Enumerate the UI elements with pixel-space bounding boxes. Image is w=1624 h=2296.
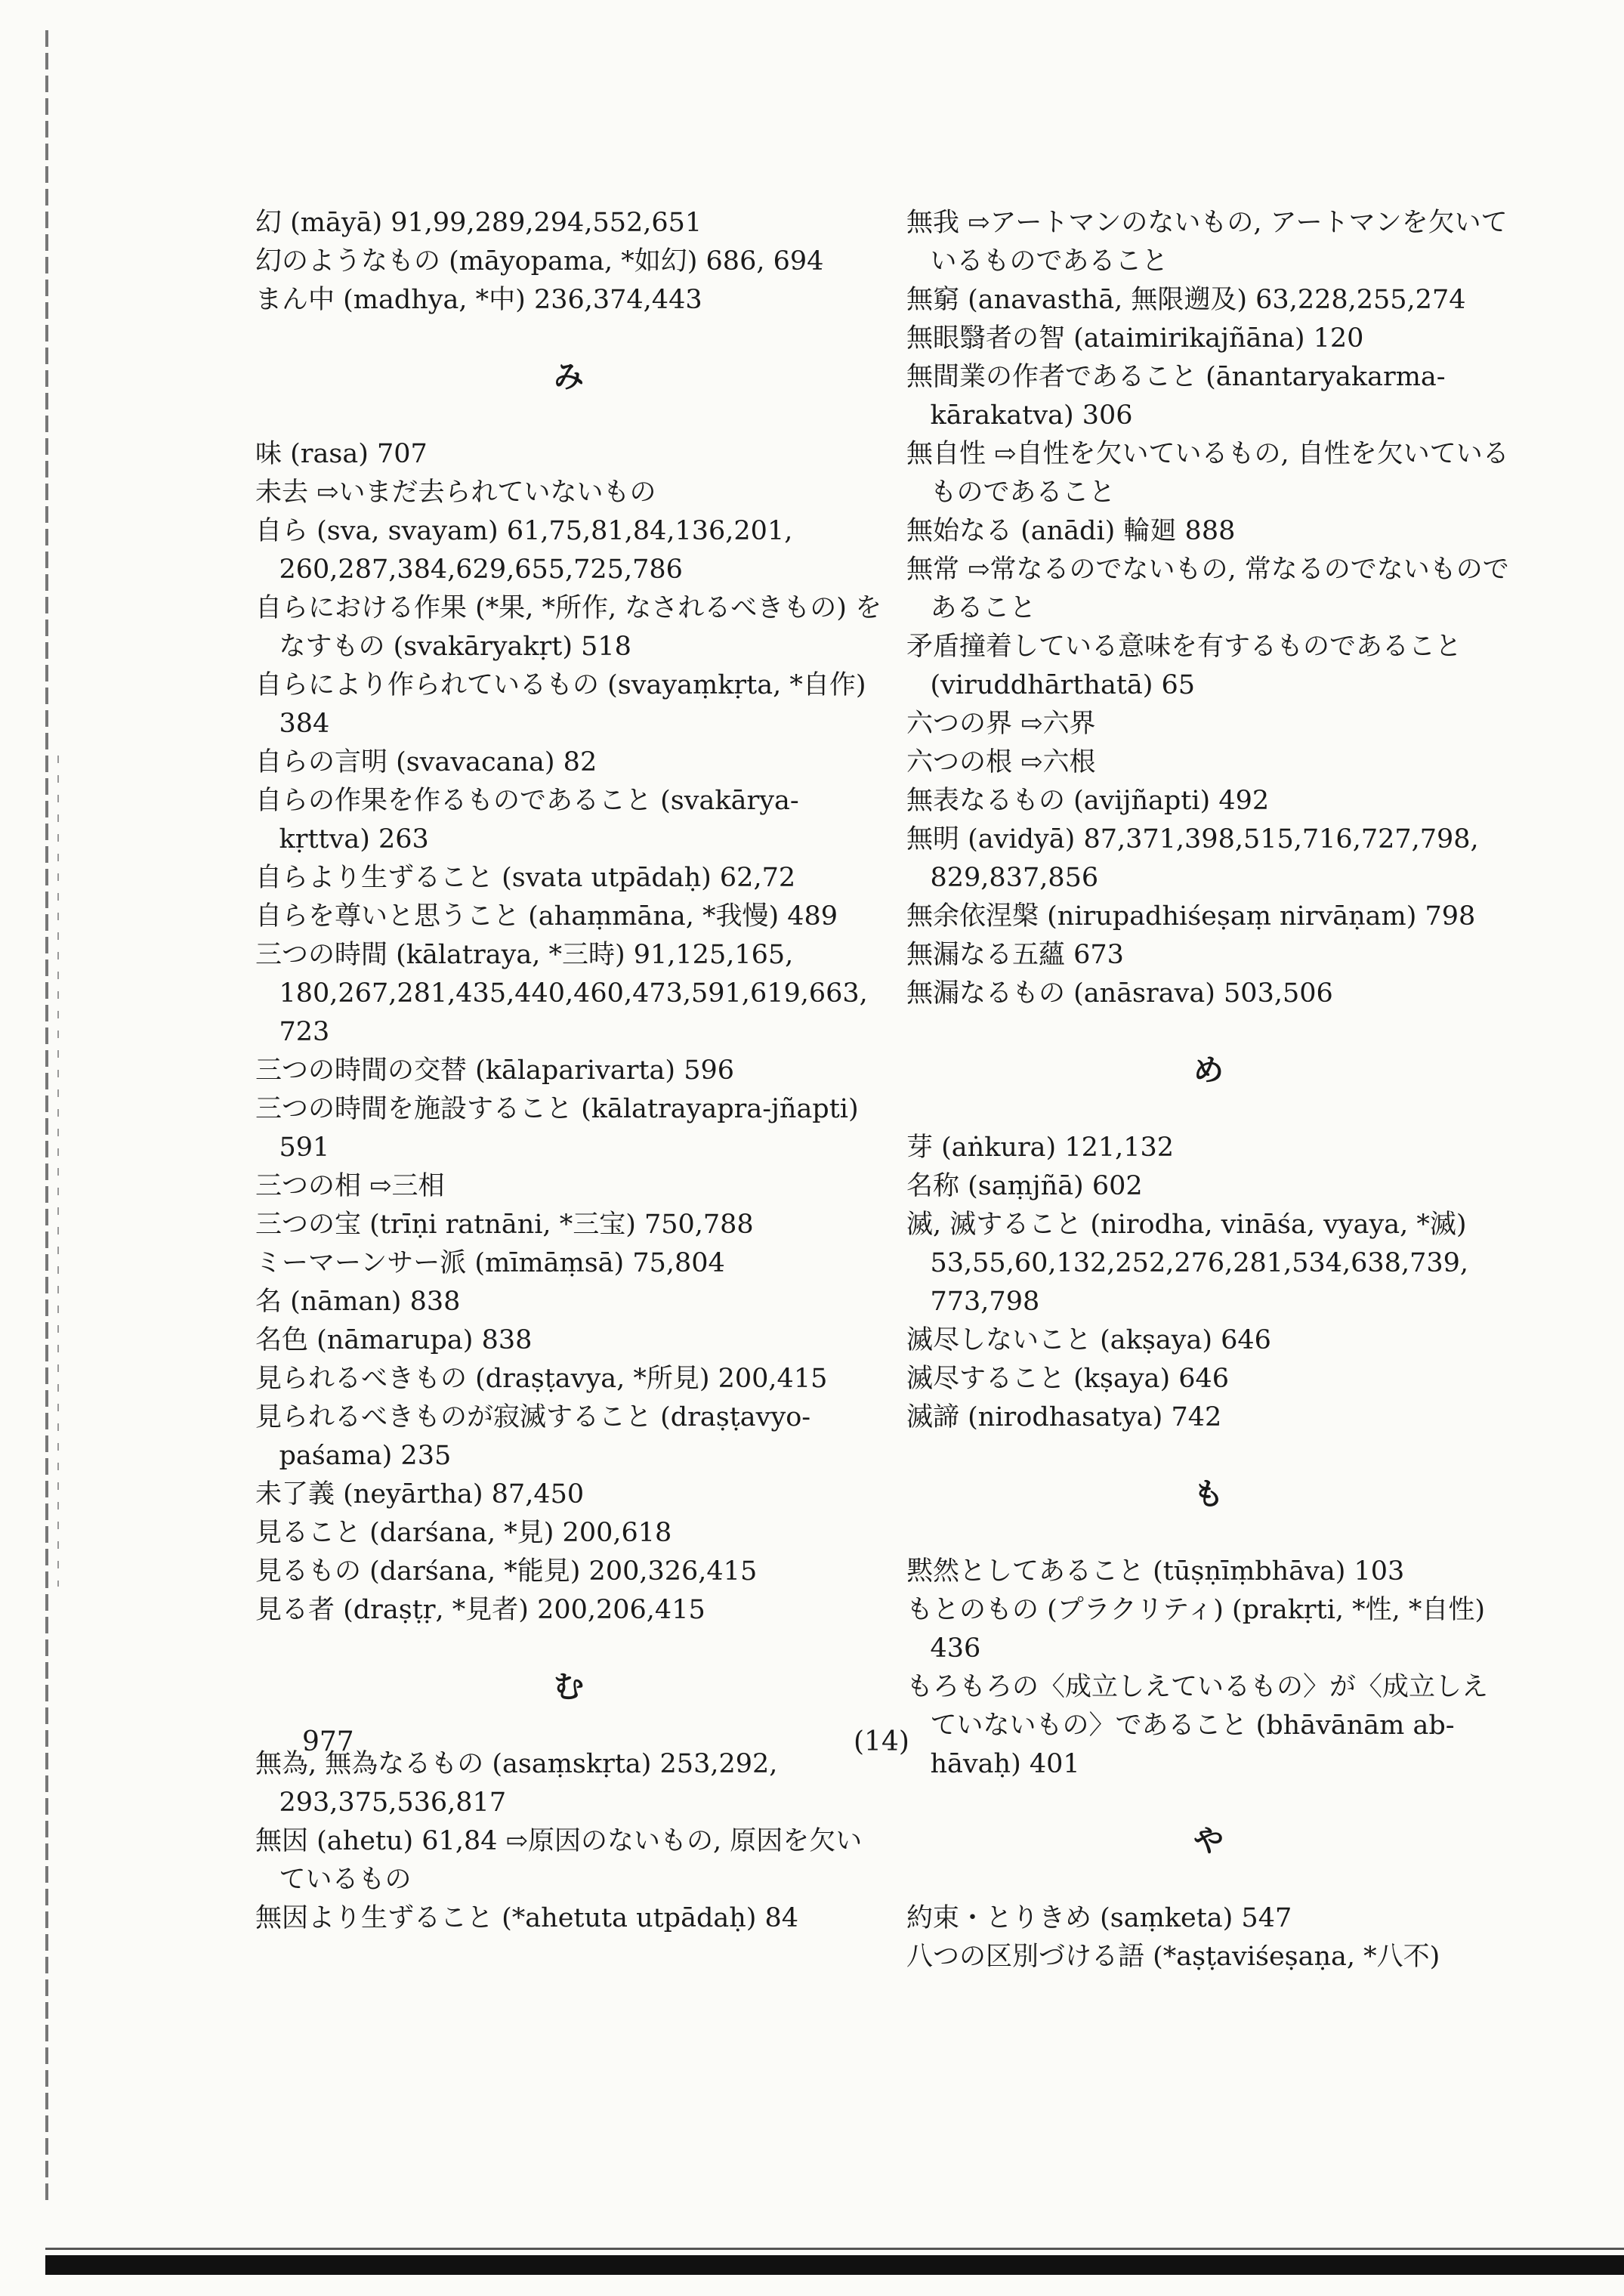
index-column-right — [906, 204, 1511, 1976]
index-entry: 見るもの (darśana, *能見) 200,326,415 — [255, 1556, 758, 1587]
index-entry: 六つの界 ⇨六界 — [906, 709, 1096, 739]
index-entry: 滅尽すること (kṣaya) 646 — [906, 1364, 1230, 1394]
index-entry: 無間業の作者であること (ānantaryakarma-kārakatva) 306 — [906, 362, 1446, 431]
index-entry: 自らの言明 (svavacana) 82 — [255, 747, 597, 777]
section-heading: み — [554, 360, 584, 394]
index-entry: 黙然としてあること (tūṣṇīṃbhāva) 103 — [906, 1556, 1405, 1587]
index-entry: 無因より生ずること (*ahetuta utpādaḥ) 84 — [255, 1903, 799, 1933]
index-entry: まん中 (madhya, *中) 236,374,443 — [255, 285, 702, 315]
index-entry: 名色 (nāmarupa) 838 — [255, 1325, 533, 1355]
section-number: (14) — [854, 1726, 909, 1757]
index-entry: 無漏なる五蘊 673 — [906, 940, 1124, 970]
index-entry: 見られるべきもの (draṣṭavya, *所見) 200,415 — [255, 1364, 828, 1394]
index-entry: 自らの作果を作るものであること (svakārya-kṛttva) 263 — [255, 786, 799, 854]
index-entry: 滅諦 (nirodhasatya) 742 — [906, 1402, 1222, 1432]
binding-edge — [45, 30, 48, 2206]
index-entry: 未去 ⇨いまだ去られていないもの — [255, 477, 656, 508]
scan-edge-bar — [45, 2255, 1624, 2275]
index-entry: 幻 (māyā) 91,99,289,294,552,651 — [255, 208, 702, 238]
index-entry: 名 (nāman) 838 — [255, 1287, 461, 1317]
index-entry: 滅, 滅すること (nirodha, vināśa, vyaya, *滅) 53,55,60,132,252,276,281,534,638,739, 773,798 — [906, 1210, 1468, 1317]
page-number: 977 — [302, 1726, 354, 1757]
index-entry: 三つの時間の交替 (kālaparivarta) 596 — [255, 1055, 734, 1086]
scan-edge-line — [45, 2248, 1624, 2250]
index-entry: 三つの時間を施設すること (kālatrayapra-jñapti) 591 — [255, 1094, 859, 1163]
index-entry: 幻のようなもの (māyopama, *如幻) 686, 694 — [255, 246, 824, 277]
section-heading: む — [554, 1670, 584, 1704]
index-entry: 無窮 (anavasthā, 無限遡及) 63,228,255,274 — [906, 285, 1466, 315]
index-entry: 三つの時間 (kālatraya, *三時) 91,125,165, 180,267,281,435,440,460,473,591,619,663, 723 — [255, 940, 868, 1047]
index-entry: 自らにおける作果 (*果, *所作, なされるべきもの) をなすもの (svakāryakṛt) 518 — [255, 593, 882, 662]
index-entry: もろもろの〈成立しえているもの〉が〈成立しえていないもの〉であること (bhāvānām ab-hāvaḥ) 401 — [906, 1672, 1489, 1779]
index-entry: 味 (rasa) 707 — [255, 439, 428, 469]
index-entry: 約束・とりきめ (saṃketa) 547 — [906, 1903, 1292, 1933]
index-entry: 三つの相 ⇨三相 — [255, 1171, 445, 1201]
index-entry: 名称 (saṃjñā) 602 — [906, 1171, 1143, 1201]
index-entry: 矛盾撞着している意味を有するものであること (viruddhārthatā) 65 — [906, 632, 1462, 700]
index-entry: 自ら (sva, svayam) 61,75,81,84,136,201, 260,287,384,629,655,725,786 — [255, 516, 793, 585]
index-entry: 無余依涅槃 (nirupadhiśeṣaṃ nirvāṇam) 798 — [906, 901, 1476, 932]
index-column-left — [255, 204, 882, 1938]
index-entry: 無因 (ahetu) 61,84 ⇨原因のないもの, 原因を欠いているもの — [255, 1826, 863, 1895]
index-entry: 見られるべきものが寂滅すること (draṣṭavyo-paśama) 235 — [255, 1402, 811, 1471]
index-entry: 無自性 ⇨自性を欠いているもの, 自性を欠いているものであること — [906, 439, 1509, 508]
index-entry: 無明 (avidyā) 87,371,398,515,716,727,798, 829,837,856 — [906, 824, 1479, 893]
index-entry: 芽 (aṅkura) 121,132 — [906, 1133, 1175, 1163]
index-entry: 未了義 (neyārtha) 87,450 — [255, 1479, 585, 1510]
index-entry: 無表なるもの (avijñapti) 492 — [906, 786, 1270, 816]
index-entry: 八つの区別づける語 (*aṣṭaviśeṣaṇa, *八不) — [906, 1942, 1440, 1972]
binding-edge-dots — [57, 756, 59, 1587]
index-entry: 無始なる (anādi) 輪廻 888 — [906, 516, 1236, 546]
section-heading: も — [1193, 1477, 1224, 1512]
index-entry: 六つの根 ⇨六根 — [906, 747, 1096, 777]
section-heading: や — [1193, 1824, 1224, 1859]
index-entry: 自らにより作られているもの (svayaṃkṛta, *自作) 384 — [255, 670, 866, 739]
index-entry: 滅尽しないこと (akṣaya) 646 — [906, 1325, 1271, 1355]
index-entry: 無常 ⇨常なるのでないもの, 常なるのでないものであること — [906, 555, 1509, 623]
index-entry: 三つの宝 (trīṇi ratnāni, *三宝) 750,788 — [255, 1210, 754, 1240]
index-entry: 見る者 (draṣṭṛ, *見者) 200,206,415 — [255, 1595, 705, 1625]
section-heading: め — [1193, 1053, 1224, 1088]
index-entry: もとのもの (プラクリティ) (prakṛti, *性, *自性) 436 — [906, 1595, 1486, 1664]
index-entry: 無眼翳者の智 (ataimirikajñāna) 120 — [906, 323, 1364, 354]
index-entry: 無漏なるもの (anāsrava) 503,506 — [906, 978, 1333, 1009]
index-entry: 自らを尊いと思うこと (ahaṃmāna, *我慢) 489 — [255, 901, 838, 932]
index-entry: 無我 ⇨アートマンのないもの, アートマンを欠いているものであること — [906, 208, 1508, 277]
index-entry: 見ること (darśana, *見) 200,618 — [255, 1518, 672, 1548]
index-entry: 無為, 無為なるもの (asaṃskṛta) 253,292, 293,375,536,817 — [255, 1749, 778, 1818]
index-entry: 自らより生ずること (svata utpādaḥ) 62,72 — [255, 863, 796, 893]
index-entry: ミーマーンサー派 (mīmāṃsā) 75,804 — [255, 1248, 725, 1278]
